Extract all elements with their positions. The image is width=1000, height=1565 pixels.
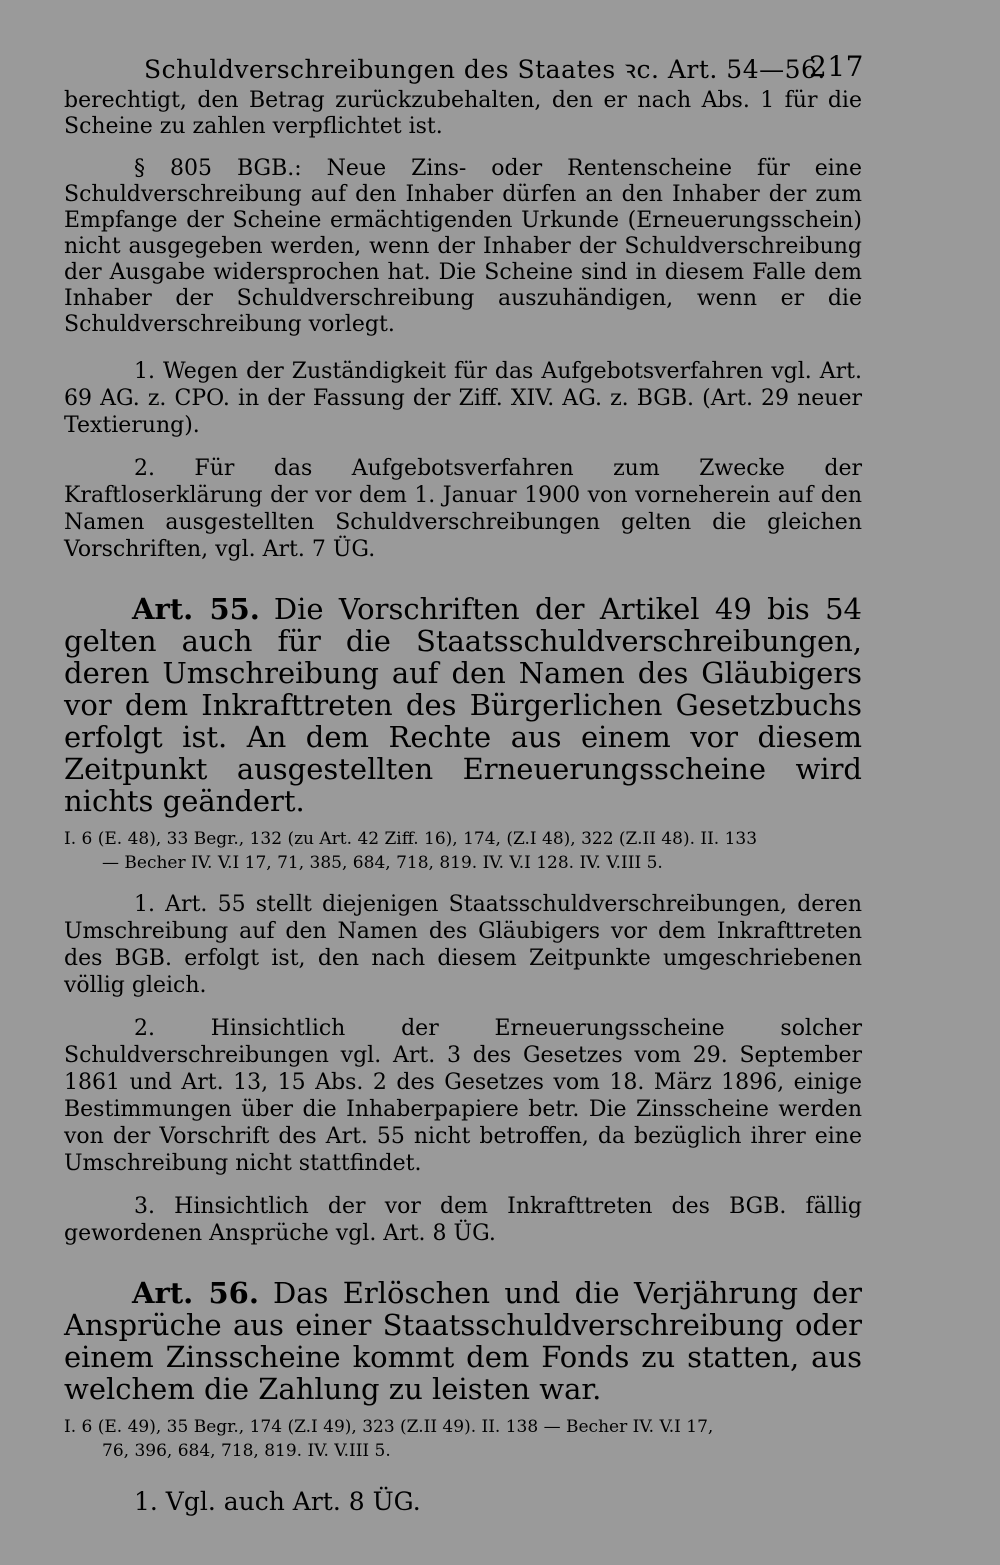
article-55 xyxy=(64,593,862,817)
note-55-2: 2. Hinsichtlich der Erneuerungsscheine solcher Schuldverschreibungen vgl. Art. 3 des Gesetzes vom 29. September 1861 und Art. 13, 15 Abs. 2 des Gesetzes vom 18. März 1896, einige Bestimmungen über die Inhaberpapiere betr. Die Zinsscheine werden von der Vorschrift des Art. 55 nicht betroffen, da bezüglich ihrer eine Umschreibung nicht stattfindet. xyxy=(64,1016,862,1176)
article-56-label: Art. 56. xyxy=(132,1276,259,1310)
running-title: Schuldverschreibungen des Staates ꝛc. Art. 54—56. xyxy=(144,55,826,84)
article-55-text: Die Vorschriften der Artikel 49 bis 54 gelten auch für die Staatsschuldverschreibungen, deren Umschreibung auf den Namen des Gläubigers vor dem Inkrafttreten des Bürgerlichen Gesetzbuchs erfolgt ist. An dem Rechte aus einem vor diesem Zeitpunkt ausgestellten Erneuerungsscheine wird nichts geändert. xyxy=(64,592,862,818)
note-56-1: 1. Vgl. auch Art. 8 ÜG. xyxy=(134,1487,421,1516)
note-55-3: 3. Hinsichtlich der vor dem Inkrafttreten des BGB. fällig gewordenen Ansprüche vgl. Art. 8 ÜG. xyxy=(64,1194,862,1246)
article-56-refs-line-1: I. 6 (E. 49), 35 Begr., 174 (Z.I 49), 323 (Z.II 49). II. 138 — Becher IV. V.I 17, xyxy=(64,1417,714,1437)
article-55-references xyxy=(64,827,862,875)
article-55-refs-line-2: — Becher IV. V.I 17, 71, 385, 684, 718, 819. IV. V.I 128. IV. V.III 5. xyxy=(102,853,663,873)
article-56-text: Das Erlöschen und die Verjährung der Ansprüche aus einer Staatsschuldverschreibung oder einem Zinsscheine kommt dem Fonds zu statten, aus welchem die Zahlung zu leisten war. xyxy=(64,1276,862,1406)
note-55-1: 1. Art. 55 stellt diejenigen Staatsschuldverschreibungen, deren Umschreibung auf den Namen des Gläubigers vor dem Inkrafttreten des BGB. erfolgt ist, den nach diesem Zeitpunkte umgeschriebenen völlig gleich. xyxy=(64,892,862,998)
article-55-refs-line-1: I. 6 (E. 48), 33 Begr., 132 (zu Art. 42 Ziff. 16), 174, (Z.I 48), 322 (Z.II 48). II. 133 xyxy=(64,829,758,849)
article-56 xyxy=(64,1277,862,1405)
article-56-refs-line-2: 76, 396, 684, 718, 819. IV. V.III 5. xyxy=(102,1441,391,1461)
note-54-1: 1. Wegen der Zuständigkeit für das Aufgebotsverfahren vgl. Art. 69 AG. z. CPO. in der Fassung der Ziff. XIV. AG. z. BGB. (Art. 29 neuer Textierung). xyxy=(64,359,862,438)
note-54-2: 2. Für das Aufgebotsverfahren zum Zwecke der Kraftloserklärung der vor dem 1. Januar 1900 von vorneherein auf den Namen ausgestellten Schuldverschreibungen gelten die gleichen Vorschriften, vgl. Art. 7 ÜG. xyxy=(64,456,862,562)
article-55-label: Art. 55. xyxy=(132,592,260,626)
page-header xyxy=(64,48,862,88)
intro-paragraph-bgb805: § 805 BGB.: Neue Zins- oder Rentenscheine für eine Schuldverschreibung auf den Inhaber dürfen an den Inhaber der zum Empfange der Scheine ermächtigenden Urkunde (Erneuerungsschein) nicht ausgegeben werden, wenn der Inhaber der Schuldverschreibung der Ausgabe widersprochen hat. Die Scheine sind in diesem Falle dem Inhaber der Schuldverschreibung auszuhändigen, wenn er die Schuldverschreibung vorlegt. xyxy=(64,156,862,337)
intro-paragraph-1: berechtigt, den Betrag zurückzubehalten, den er nach Abs. 1 für die Scheine zu zahlen verpflichtet ist. xyxy=(64,88,862,139)
page-number: 217 xyxy=(809,50,864,83)
article-56-references xyxy=(64,1415,862,1463)
